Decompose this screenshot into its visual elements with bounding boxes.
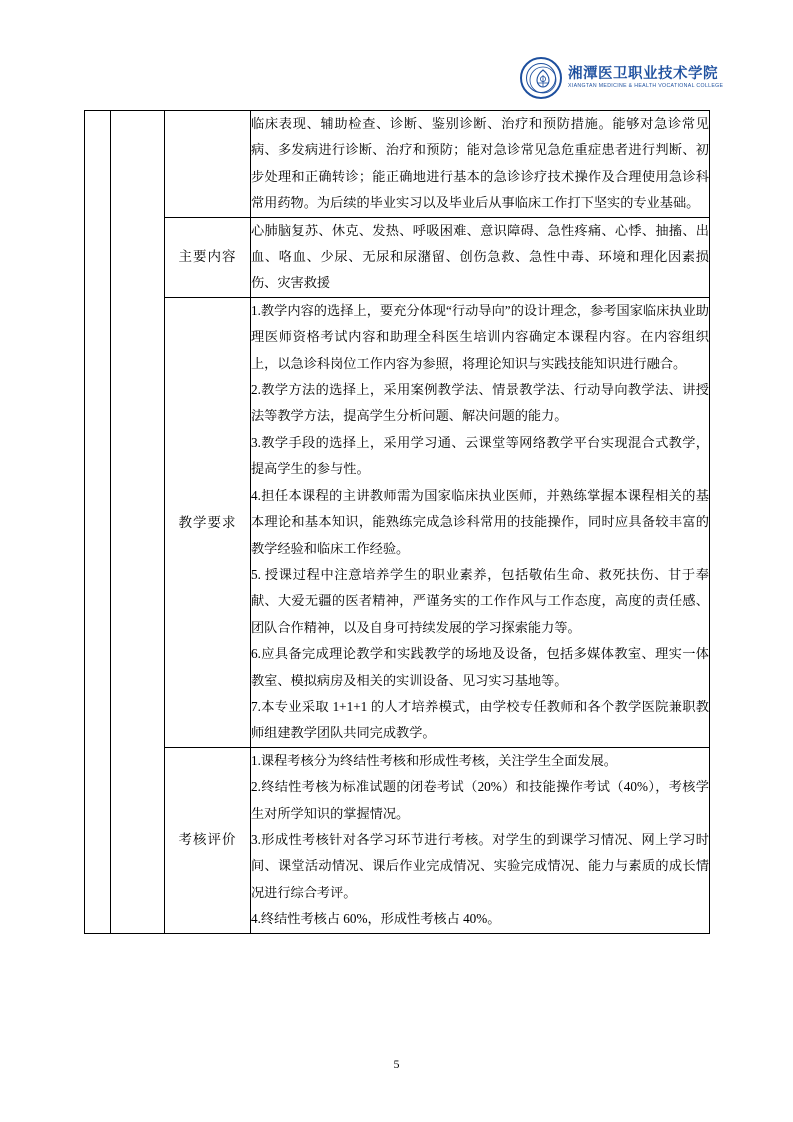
table-row xyxy=(85,217,710,297)
paragraph: 1.教学内容的选择上，要充分体现“行动导向”的设计理念，参考国家临床执业助理医师资格考试内容和助理全科医生培训内容确定本课程内容。在内容组织上，以急诊科岗位工作内容为参照，将理论知识与实践技能知识进行融合。 xyxy=(251,302,709,371)
paragraph: 2.终结性考核为标准试题的闭卷考试（20%）和技能操作考试（40%），考核学生对所学知识的掌握情况。 xyxy=(251,779,709,821)
page-number: 5 xyxy=(393,1057,400,1071)
college-logo-text xyxy=(568,66,723,91)
row-label-assessment: 考核评价 xyxy=(165,747,251,933)
paragraph: 2.教学方法的选择上，采用案例教学法、情景教学法、行动导向教学法、讲授法等教学方法，提高学生分析问题、解决问题的能力。 xyxy=(251,382,709,424)
section-spanning-cell xyxy=(111,111,165,934)
paragraph: 5. 授课过程中注意培养学生的职业素养，包括敬佑生命、救死扶伤、甘于奉献、大爱无疆的医者精神，严谨务实的工作作风与工作态度，高度的责任感、团队合作精神，以及自身可持续发展的学习探索能力等。 xyxy=(251,566,709,635)
college-name-en: XIANGTAN MEDICINE & HEALTH VOCATIONAL COLLEGE xyxy=(568,83,724,90)
row-label-continuation xyxy=(165,111,251,218)
table-row xyxy=(85,111,710,218)
college-logo xyxy=(520,55,724,101)
row-label-main-content: 主要内容 xyxy=(165,217,251,297)
row-content-teaching-requirements xyxy=(251,297,710,747)
college-seal-icon xyxy=(520,57,562,99)
paragraph: 3.教学手段的选择上，采用学习通、云课堂等网络教学平台实现混合式教学，提高学生的参与性。 xyxy=(251,434,709,477)
paragraph: 6.应具备完成理论教学和实践教学的场地及设备，包括多媒体教室、理实一体教室、模拟病房及相关的实训设备、见习实习基地等。 xyxy=(251,646,709,688)
paragraph: 4.担任本课程的主讲教师需为国家临床执业医师，并熟练掌握本课程相关的基本理论和基本知识，能熟练完成急诊科常用的技能操作，同时应具备较丰富的教学经验和临床工作经验。 xyxy=(251,487,709,556)
paragraph: 心肺脑复苏、休克、发热、呼吸困难、意识障碍、急性疼痛、心悸、抽搐、出血、咯血、少尿、无尿和尿潴留、创伤急救、急性中毒、环境和理化因素损伤、灾害救援 xyxy=(251,222,709,291)
paragraph: 4.终结性考核占 60%，形成性考核占 40%。 xyxy=(251,911,501,927)
table-row xyxy=(85,297,710,747)
paragraph: 7.本专业采取 1+1+1 的人才培养模式，由学校专任教师和各个教学医院兼职教师组建教学团队共同完成教学。 xyxy=(251,698,709,741)
row-content-main-content xyxy=(251,217,710,297)
paragraph: 临床表现、辅助检查、诊断、鉴别诊断、治疗和预防措施。能够对急诊常见病、多发病进行诊断、治疗和预防；能对急诊常见急危重症患者进行判断、初步处理和正确转诊；能正确地进行基本的急诊诊疗技术操作及合理使用急诊科常用药物。为后续的毕业实习以及毕业后从事临床工作打下坚实的专业基础。 xyxy=(251,116,709,211)
outer-spanning-cell xyxy=(85,111,111,934)
row-label-teaching-requirements: 教学要求 xyxy=(165,297,251,747)
course-outline-table xyxy=(84,110,710,934)
paragraph: 3.形成性考核针对各学习环节进行考核。对学生的到课学习情况、网上学习时间、课堂活动情况、课后作业完成情况、实验完成情况、能力与素质的成长情况进行综合考评。 xyxy=(251,831,709,900)
table-row xyxy=(85,747,710,933)
paragraph: 1.课程考核分为终结性考核和形成性考核，关注学生全面发展。 xyxy=(251,752,617,768)
college-name-cn: 湘潭医卫职业技术学院 xyxy=(568,65,718,82)
row-content-assessment xyxy=(251,747,710,933)
row-content-continuation xyxy=(251,111,710,218)
